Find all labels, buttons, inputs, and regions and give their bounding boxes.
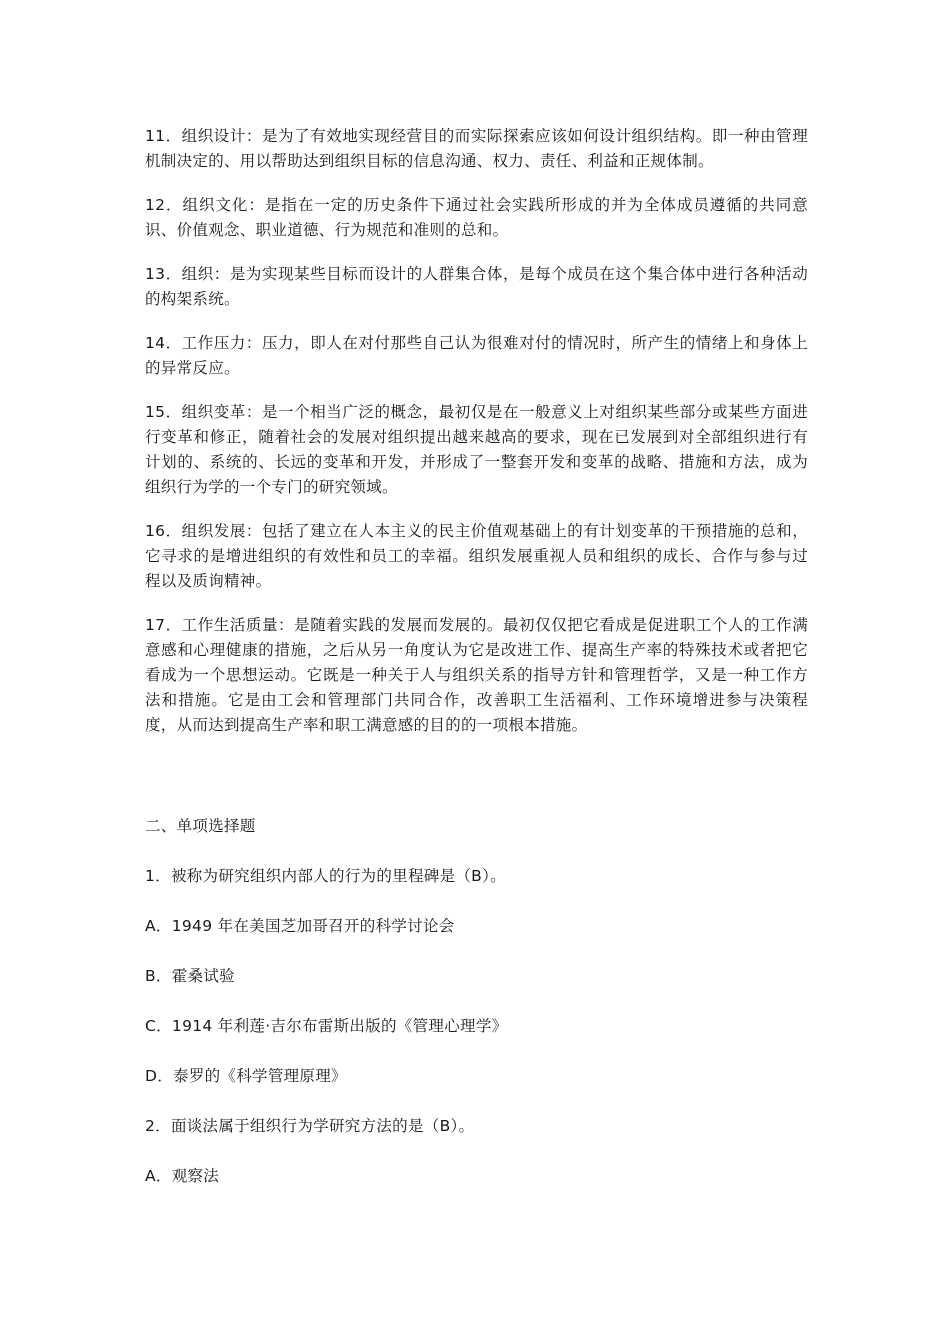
section-title: 二、单项选择题 — [145, 817, 256, 835]
question-1-option-a: A．1949 年在美国芝加哥召开的科学讨论会 — [145, 917, 455, 935]
definition-17: 17．工作生活质量：是随着实践的发展而发展的。最初仅仅把它看成是促进职工个人的工作满意感和心理健康的措施，之后从另一角度认为它是改进工作、提高生产率的特殊技术或者把它看成为一个思想运动。它既是一种关于人与组织关系的指导方针和管理哲学，又是一种工作方法和措施。它是由工会和管理部门共同合作，改善职工生活福利、工作环境增进参与决策程度，从而达到提高生产率和职工满意感的目的的一项根本措施。 — [145, 616, 808, 734]
question-1-stem: 1．被称为研究组织内部人的行为的里程碑是（B）。 — [145, 867, 506, 885]
question-1-option-d: D．泰罗的《科学管理原理》 — [145, 1067, 347, 1085]
definition-14: 14．工作压力：压力，即人在对付那些自己认为很难对付的情况时，所产生的情绪上和身体上的异常反应。 — [145, 334, 808, 377]
question-1-option-c: C．1914 年利莲·吉尔布雷斯出版的《管理心理学》 — [145, 1017, 508, 1035]
definition-16: 16．组织发展：包括了建立在人本主义的民主价值观基础上的有计划变革的干预措施的总和，它寻求的是增进组织的有效性和员工的幸福。组织发展重视人员和组织的成长、合作与参与过程以及质询精神。 — [145, 522, 808, 590]
definition-11: 11．组织设计：是为了有效地实现经营目的而实际探索应该如何设计组织结构。即一种由管理机制决定的、用以帮助达到组织目标的信息沟通、权力、责任、利益和正规体制。 — [145, 127, 808, 170]
definition-12: 12．组织文化：是指在一定的历史条件下通过社会实践所形成的并为全体成员遵循的共同意识、价值观念、职业道德、行为规范和准则的总和。 — [145, 196, 808, 239]
question-2-option-a: A．观察法 — [145, 1167, 220, 1185]
definition-13: 13．组织：是为实现某些目标而设计的人群集合体，是每个成员在这个集合体中进行各种活动的构架系统。 — [145, 265, 808, 308]
definition-15: 15．组织变革：是一个相当广泛的概念，最初仅是在一般意义上对组织某些部分或某些方面进行变革和修正，随着社会的发展对组织提出越来越高的要求，现在已发展到对全部组织进行有计划的、系统的、长远的变革和开发，并形成了一整套开发和变革的战略、措施和方法，成为组织行为学的一个专门的研究领域。 — [145, 403, 808, 496]
question-2-stem: 2．面谈法属于组织行为学研究方法的是（B）。 — [145, 1117, 475, 1135]
question-1-option-b: B．霍桑试验 — [145, 967, 235, 985]
section-spacer — [145, 757, 808, 813]
